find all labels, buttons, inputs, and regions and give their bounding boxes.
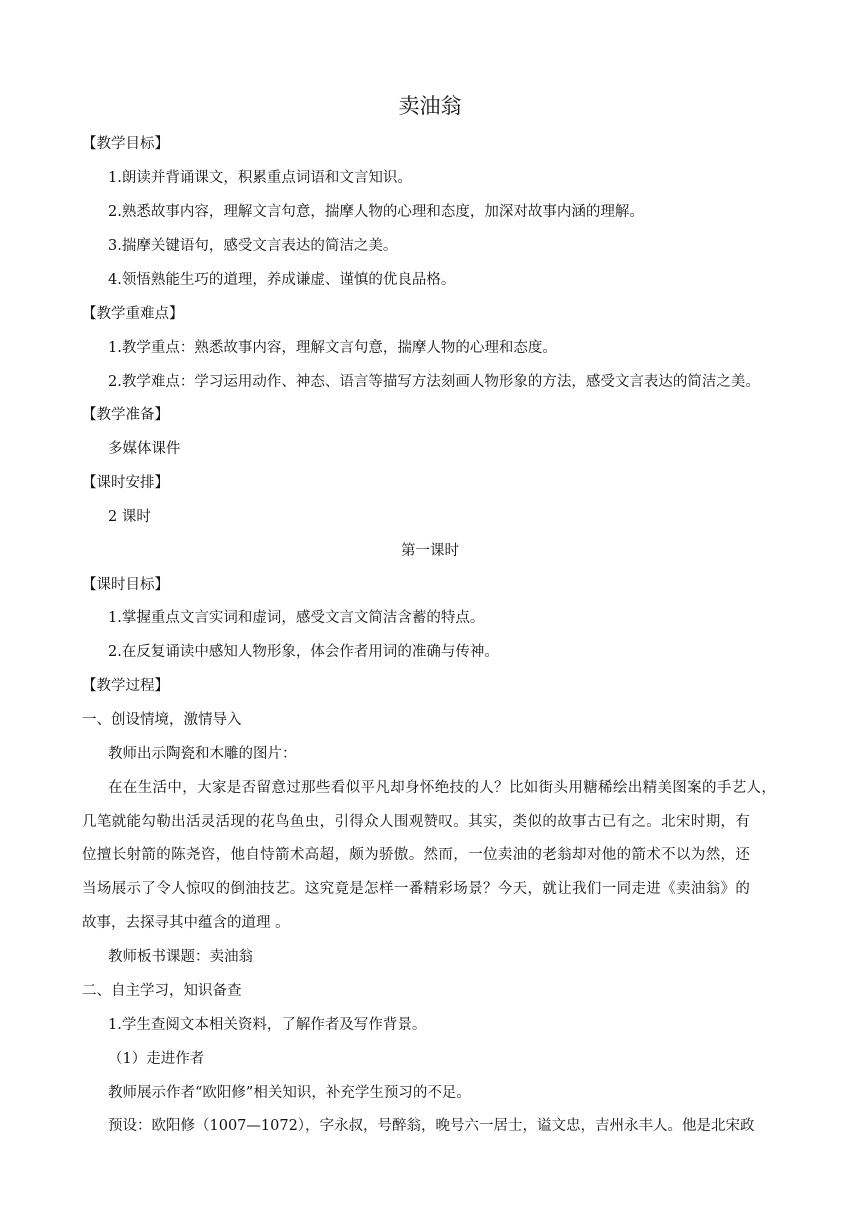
goal-item: 1.朗读并背诵课文，积累重点词语和文言知识。 [108,170,412,186]
goal-item: 3.揣摩关键语句，感受文言表达的简洁之美。 [108,238,398,254]
key-points-heading: 【教学重难点】 [82,306,184,322]
document-title: 卖油翁 [398,94,462,118]
step-intro: 教师出示陶瓷和木雕的图片： [108,746,297,762]
paragraph-line: 故事，去探寻其中蕴含的道理 。 [82,915,290,931]
author-text: 教师展示作者“欧阳修”相关知识，补充学生预习的不足。 [108,1085,471,1101]
board-title-text: 教师板书课题：卖油翁 [108,949,253,965]
prep-text: 多媒体课件 [108,441,181,457]
step-heading: 一、创设情境，激情导入 [82,712,242,728]
lesson-title: 第一课时 [401,543,459,559]
goal-item: 2.熟悉故事内容，理解文言句意，揣摩人物的心理和态度，加深对故事内涵的理解。 [108,204,644,220]
key-point-item: 1.教学重点：熟悉故事内容，理解文言句意，揣摩人物的心理和态度。 [108,340,557,356]
paragraph-line: 当场展示了令人惊叹的倒油技艺。这究竟是怎样一番精彩场景？今天，就让我们一同走进《卖油翁》的 [82,881,751,897]
preset-text: 预设：欧阳修（1007—1072），字永叔，号醉翁，晚号六一居士，谥文忠，吉州永丰人。他是北宋政 [108,1118,755,1134]
lesson-goals-heading: 【课时目标】 [82,577,169,593]
goal-item: 4.领悟熟能生巧的道理，养成谦虚、谨慎的优良品格。 [108,272,456,288]
prep-heading: 【教学准备】 [82,407,169,423]
key-point-item: 2.教学难点：学习运用动作、神态、语言等描写方法刻画人物形象的方法，感受文言表达的简洁之美。 [108,374,760,390]
lesson-goal-item: 2.在反复诵读中感知人物形象，体会作者用词的准确与传神。 [108,644,499,660]
process-heading: 【教学过程】 [82,678,169,694]
paragraph-line: 位擅长射箭的陈尧咨，他自恃箭术高超，颇为骄傲。然而，一位卖油的老翁却对他的箭术不以为然，还 [82,847,751,863]
step-item: 1.学生查阅文本相关资料，了解作者及写作背景。 [108,1017,427,1033]
goals-heading: 【教学目标】 [82,136,169,152]
lesson-goal-item: 1.掌握重点文言实词和虚词，感受文言文简洁含蓄的特点。 [108,610,485,626]
paragraph-line: 几笔就能勾勒出活灵活现的花鸟鱼虫，引得众人围观赞叹。其实，类似的故事古已有之。北宋时期，有 [82,814,751,830]
step-heading: 二、自主学习，知识备查 [82,983,242,999]
schedule-heading: 【课时安排】 [82,475,169,491]
paragraph-line: 在在生活中，大家是否留意过那些看似平凡却身怀绝技的人？比如街头用糖稀绘出精美图案的手艺人， [108,780,777,796]
sub-heading: （1）走进作者 [108,1051,205,1067]
schedule-text: 2 课时 [108,509,151,525]
